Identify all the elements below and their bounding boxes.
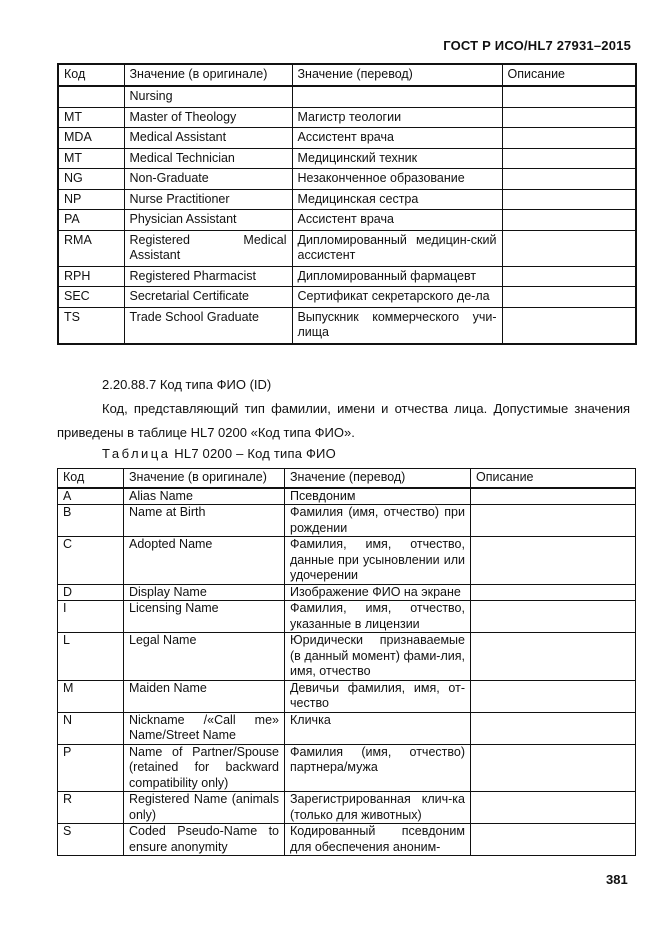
cell-description [502, 230, 636, 266]
page-number: 381 [606, 872, 628, 887]
cell-original: Registered Name (animals only) [124, 792, 285, 824]
cell-description [502, 287, 636, 308]
cell-description [471, 824, 636, 856]
name-type-table [57, 468, 636, 856]
table-row [58, 128, 636, 149]
cell-translation: Ассистент врача [292, 210, 502, 231]
cell-translation: Сертификат секретарского де-ла [292, 287, 502, 308]
cell-code: N [58, 712, 124, 744]
table-row [58, 189, 636, 210]
cell-translation: Фамилия (имя, отчество) при рождении [285, 505, 471, 537]
cell-original: Alias Name [124, 488, 285, 505]
cell-code: P [58, 744, 124, 792]
cell-translation: Незаконченное образование [292, 169, 502, 190]
table-header-row [58, 469, 636, 488]
qualifications-table [57, 63, 637, 345]
table-row [58, 230, 636, 266]
cell-code: R [58, 792, 124, 824]
cell-translation: Кличка [285, 712, 471, 744]
table-row [58, 824, 636, 856]
cell-code: C [58, 537, 124, 585]
cell-description [471, 537, 636, 585]
cell-code: B [58, 505, 124, 537]
cell-translation: Магистр теологии [292, 107, 502, 128]
table-row [58, 86, 636, 107]
cell-translation: Выпускник коммерческого учи-лища [292, 307, 502, 344]
table-row [58, 537, 636, 585]
cell-original: Name of Partner/Spouse (retained for backward compatibility only) [124, 744, 285, 792]
cell-description [502, 307, 636, 344]
table-row [58, 266, 636, 287]
table-row [58, 744, 636, 792]
cell-description [471, 633, 636, 681]
cell-description [471, 505, 636, 537]
table-row [58, 210, 636, 231]
table-row [58, 169, 636, 190]
document-id-header: ГОСТ Р ИСО/HL7 27931–2015 [443, 38, 631, 53]
cell-description [502, 189, 636, 210]
cell-original: Nursing [124, 86, 292, 107]
cell-code: MT [58, 148, 124, 169]
table-row [58, 287, 636, 308]
cell-original: Coded Pseudo-Name to ensure anonymity [124, 824, 285, 856]
cell-translation: Зарегистрированная клич-ка (только для животных) [285, 792, 471, 824]
cell-original: Trade School Graduate [124, 307, 292, 344]
cell-original: Master of Theology [124, 107, 292, 128]
cell-translation [292, 86, 502, 107]
cell-translation: Девичьи фамилия, имя, от-чество [285, 680, 471, 712]
cell-description [471, 601, 636, 633]
table-row [58, 107, 636, 128]
table-caption-prefix: Таблица [102, 446, 171, 461]
section-paragraph: Код, представляющий тип фамилии, имени и отчества лица. Допустимые значения приведены в таблице HL7 0200 «Код типа ФИО». [57, 401, 630, 440]
cell-original: Registered Medical Assistant [124, 230, 292, 266]
cell-code: S [58, 824, 124, 856]
cell-description [502, 210, 636, 231]
cell-code [58, 86, 124, 107]
column-header-description: Описание [471, 469, 636, 488]
cell-description [502, 128, 636, 149]
cell-description [502, 169, 636, 190]
cell-translation: Фамилия, имя, отчество, данные при усыновлении или удочерении [285, 537, 471, 585]
cell-original: Nurse Practitioner [124, 189, 292, 210]
cell-code: TS [58, 307, 124, 344]
cell-description [502, 266, 636, 287]
cell-description [471, 712, 636, 744]
cell-code: M [58, 680, 124, 712]
cell-description [471, 584, 636, 601]
cell-translation: Псевдоним [285, 488, 471, 505]
cell-code: PA [58, 210, 124, 231]
cell-original: Licensing Name [124, 601, 285, 633]
table-row [58, 488, 636, 505]
cell-original: Adopted Name [124, 537, 285, 585]
cell-original: Legal Name [124, 633, 285, 681]
table-row [58, 584, 636, 601]
column-header-description: Описание [502, 64, 636, 86]
cell-translation: Юридически признаваемые (в данный момент) фами-лия, имя, отчество [285, 633, 471, 681]
cell-translation: Изображение ФИО на экране [285, 584, 471, 601]
cell-original: Nickname /«Call me» Name/Street Name [124, 712, 285, 744]
cell-original: Secretarial Certificate [124, 287, 292, 308]
cell-translation: Дипломированный медицин-ский ассистент [292, 230, 502, 266]
table-row [58, 505, 636, 537]
cell-description [471, 680, 636, 712]
cell-code: RPH [58, 266, 124, 287]
cell-translation: Фамилия, имя, отчество, указанные в лицензии [285, 601, 471, 633]
cell-description [502, 86, 636, 107]
cell-original: Maiden Name [124, 680, 285, 712]
table-row [58, 792, 636, 824]
cell-code: SEC [58, 287, 124, 308]
cell-translation: Медицинская сестра [292, 189, 502, 210]
cell-translation: Ассистент врача [292, 128, 502, 149]
cell-description [502, 148, 636, 169]
column-header-code: Код [58, 469, 124, 488]
cell-original: Display Name [124, 584, 285, 601]
table-caption-title: HL7 0200 – Код типа ФИО [170, 446, 336, 461]
cell-code: D [58, 584, 124, 601]
cell-code: I [58, 601, 124, 633]
cell-description [502, 107, 636, 128]
cell-description [471, 792, 636, 824]
cell-translation: Дипломированный фармацевт [292, 266, 502, 287]
column-header-translation: Значение (перевод) [285, 469, 471, 488]
cell-original: Physician Assistant [124, 210, 292, 231]
cell-code: A [58, 488, 124, 505]
cell-code: RMA [58, 230, 124, 266]
cell-original: Medical Assistant [124, 128, 292, 149]
cell-translation: Медицинский техник [292, 148, 502, 169]
column-header-original: Значение (в оригинале) [124, 64, 292, 86]
table-row [58, 307, 636, 344]
cell-original: Registered Pharmacist [124, 266, 292, 287]
cell-original: Name at Birth [124, 505, 285, 537]
column-header-code: Код [58, 64, 124, 86]
section-heading: 2.20.88.7 Код типа ФИО (ID) [102, 377, 272, 392]
cell-description [471, 488, 636, 505]
cell-code: MDA [58, 128, 124, 149]
cell-code: MT [58, 107, 124, 128]
cell-translation: Фамилия (имя, отчество) партнера/мужа [285, 744, 471, 792]
cell-description [471, 744, 636, 792]
cell-original: Medical Technician [124, 148, 292, 169]
table-header-row [58, 64, 636, 86]
cell-translation: Кодированный псевдоним для обеспечения аноним- [285, 824, 471, 856]
cell-code: L [58, 633, 124, 681]
table-row [58, 601, 636, 633]
cell-original: Non-Graduate [124, 169, 292, 190]
column-header-translation: Значение (перевод) [292, 64, 502, 86]
table-row [58, 633, 636, 681]
cell-code: NP [58, 189, 124, 210]
table-caption [102, 442, 336, 466]
table-row [58, 680, 636, 712]
cell-code: NG [58, 169, 124, 190]
column-header-original: Значение (в оригинале) [124, 469, 285, 488]
table-row [58, 148, 636, 169]
table-row [58, 712, 636, 744]
